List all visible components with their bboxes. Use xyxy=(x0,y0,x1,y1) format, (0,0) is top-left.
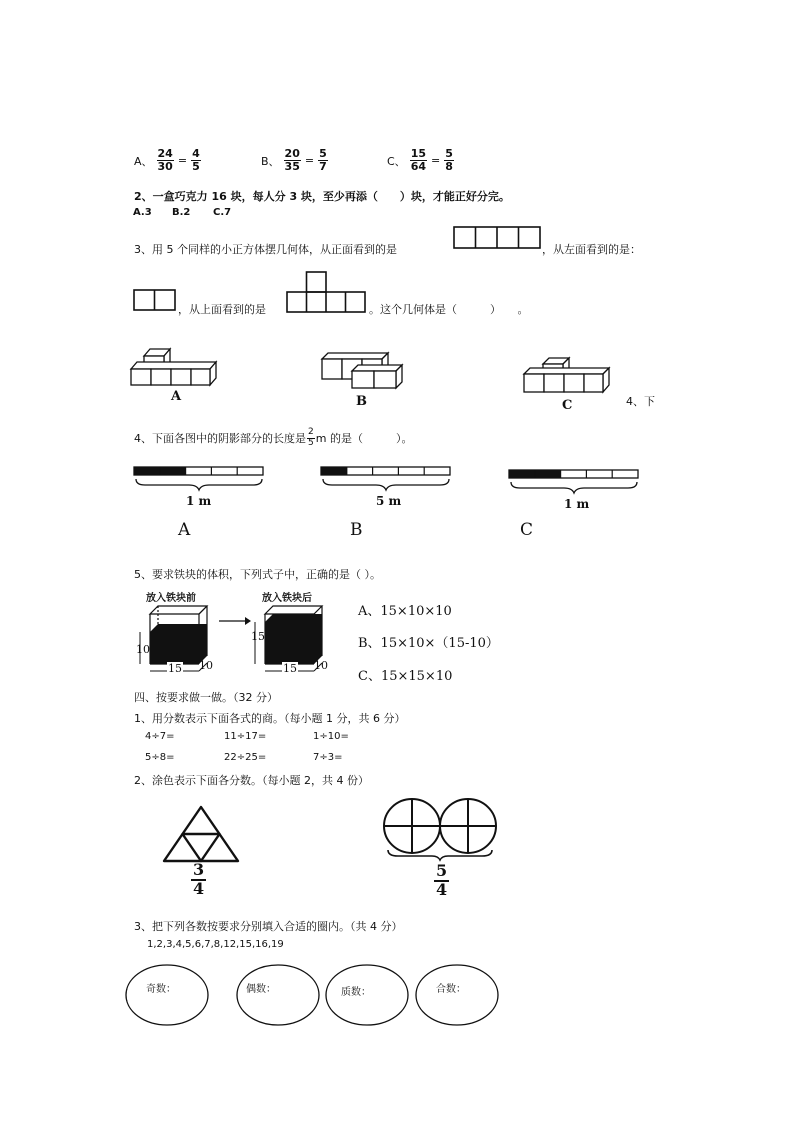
q3-text-part4: 。这个几何体是（ ） 。 xyxy=(369,303,529,316)
q1-option-b xyxy=(261,148,330,173)
s4-q3-title: 3、把下列各数按要求分别填入合适的圈内。（共 4 分） xyxy=(134,920,403,933)
fraction-five-quarters xyxy=(434,863,449,899)
q4-text-pre: 4、下面各图中的阴影部分的长度是 xyxy=(134,432,306,446)
fraction xyxy=(191,148,201,173)
q2-option-c: C.7 xyxy=(213,207,232,218)
numerator: 15 xyxy=(410,147,426,160)
composite-circle-label: 合数： xyxy=(436,984,466,995)
option-letter: C、 xyxy=(387,154,406,168)
q3-text-part2: ，从左面看到的是： xyxy=(542,243,641,256)
division-item: 1÷10= xyxy=(313,731,349,742)
solid-option-a-label: A xyxy=(171,389,182,404)
denominator: 7 xyxy=(319,160,327,174)
equals-sign: = xyxy=(177,154,188,168)
two-circles-figure[interactable] xyxy=(380,796,502,862)
denominator: 5 xyxy=(192,160,200,174)
odd-oval xyxy=(126,965,208,1025)
after-label: 放入铁块后 xyxy=(262,593,312,604)
q2-option-a: A.3 xyxy=(133,207,152,218)
solid-option-a-figure xyxy=(130,347,222,389)
fraction xyxy=(318,148,328,173)
even-oval xyxy=(237,965,319,1025)
denominator: 5 xyxy=(308,437,314,448)
triangle-figure[interactable] xyxy=(162,804,240,864)
top-view-figure xyxy=(286,271,368,315)
numerator: 5 xyxy=(445,147,453,160)
prime-circle-label: 质数： xyxy=(341,987,371,998)
numerator: 3 xyxy=(193,860,205,879)
denominator: 64 xyxy=(410,160,426,174)
q5-text: 5、要求铁块的体积，下列式子中，正确的是（ ）。 xyxy=(134,568,381,581)
section4-title: 四、按要求做一做。（32 分） xyxy=(134,691,278,704)
length-bar-a-letter: A xyxy=(178,520,191,540)
denominator: 4 xyxy=(193,878,205,898)
solid-option-c-figure xyxy=(523,356,613,398)
fraction xyxy=(307,428,315,449)
length-bar-b-letter: B xyxy=(350,520,363,540)
q4-text-post: m 的是（ ）。 xyxy=(315,432,413,446)
solid-option-c-label: C xyxy=(562,398,573,413)
numerator: 4 xyxy=(192,147,200,160)
s4-q2-title: 2、涂色表示下面各分数。（每小题 2，共 4 份） xyxy=(134,774,369,787)
before-label: 放入铁块前 xyxy=(146,593,196,604)
dim-width-after: 10 xyxy=(314,659,328,672)
option-letter: A、 xyxy=(134,154,153,168)
option-letter: B、 xyxy=(261,154,280,168)
numerator: 24 xyxy=(157,147,173,160)
s4-q1-title: 1、用分数表示下面各式的商。（每小题 1 分，共 6 分） xyxy=(134,712,406,725)
length-bar-a-label: 1 m xyxy=(186,494,212,508)
q1-option-c xyxy=(387,148,456,173)
solid-option-b-label: B xyxy=(356,394,367,409)
q3-text-part1: 3、用 5 个同样的小正方体摆几何体，从正面看到的是 xyxy=(134,243,397,256)
length-bar-c-letter: C xyxy=(520,520,534,540)
length-bar-a xyxy=(133,465,267,491)
fraction xyxy=(410,148,427,173)
length-bar-c-label: 1 m xyxy=(564,497,590,511)
dim-height-after: 15 xyxy=(251,630,265,643)
division-item: 5÷8= xyxy=(145,752,175,763)
fraction xyxy=(284,148,301,173)
length-bar-c xyxy=(508,468,642,494)
q3-text-part3: ，从上面看到的是 xyxy=(178,303,266,316)
classification-ovals xyxy=(125,964,503,1028)
number-list: 1,2,3,4,5,6,7,8,12,15,16,19 xyxy=(147,939,284,950)
division-item: 4÷7= xyxy=(145,731,175,742)
q3-side-note: 4、下 xyxy=(626,395,655,408)
solid-option-b-figure xyxy=(321,351,405,393)
dim-length-before: 15 xyxy=(168,662,182,675)
length-bar-b-label: 5 m xyxy=(376,494,402,508)
q4-text xyxy=(134,428,412,449)
denominator: 30 xyxy=(157,160,173,174)
length-bar-b xyxy=(320,465,454,491)
denominator: 4 xyxy=(436,879,448,899)
arrow-icon xyxy=(217,615,251,627)
front-view-figure xyxy=(453,226,541,250)
left-view-figure xyxy=(133,289,177,313)
q1-option-a xyxy=(134,148,203,173)
q5-option-b: B、15×10×（15-10） xyxy=(358,636,499,651)
even-circle-label: 偶数： xyxy=(246,984,276,995)
q2-option-b: B.2 xyxy=(172,207,191,218)
fraction-three-quarters xyxy=(191,862,206,898)
equals-sign: = xyxy=(304,154,315,168)
dim-length-after: 15 xyxy=(283,662,297,675)
q2-text: 2、一盒巧克力 16 块，每人分 3 块，至少再添（ ）块，才能正好分完。 xyxy=(134,190,510,203)
numerator: 5 xyxy=(319,147,327,160)
q5-option-c: C、15×15×10 xyxy=(358,669,453,684)
dim-width-before: 10 xyxy=(199,659,213,672)
division-item: 7÷3= xyxy=(313,752,343,763)
dim-height-before: 10 xyxy=(136,643,150,656)
fraction xyxy=(157,148,174,173)
division-item: 11÷17= xyxy=(224,731,267,742)
numerator: 5 xyxy=(436,861,448,880)
fraction xyxy=(444,148,454,173)
numerator: 20 xyxy=(284,147,300,160)
odd-circle-label: 奇数： xyxy=(146,984,176,995)
division-item: 22÷25= xyxy=(224,752,267,763)
equals-sign: = xyxy=(431,154,441,168)
shaded-segment xyxy=(321,467,347,475)
q5-option-a: A、15×10×10 xyxy=(358,604,452,619)
denominator: 35 xyxy=(284,160,300,174)
denominator: 8 xyxy=(445,160,453,174)
numerator: 2 xyxy=(308,427,314,437)
composite-oval xyxy=(416,965,498,1025)
